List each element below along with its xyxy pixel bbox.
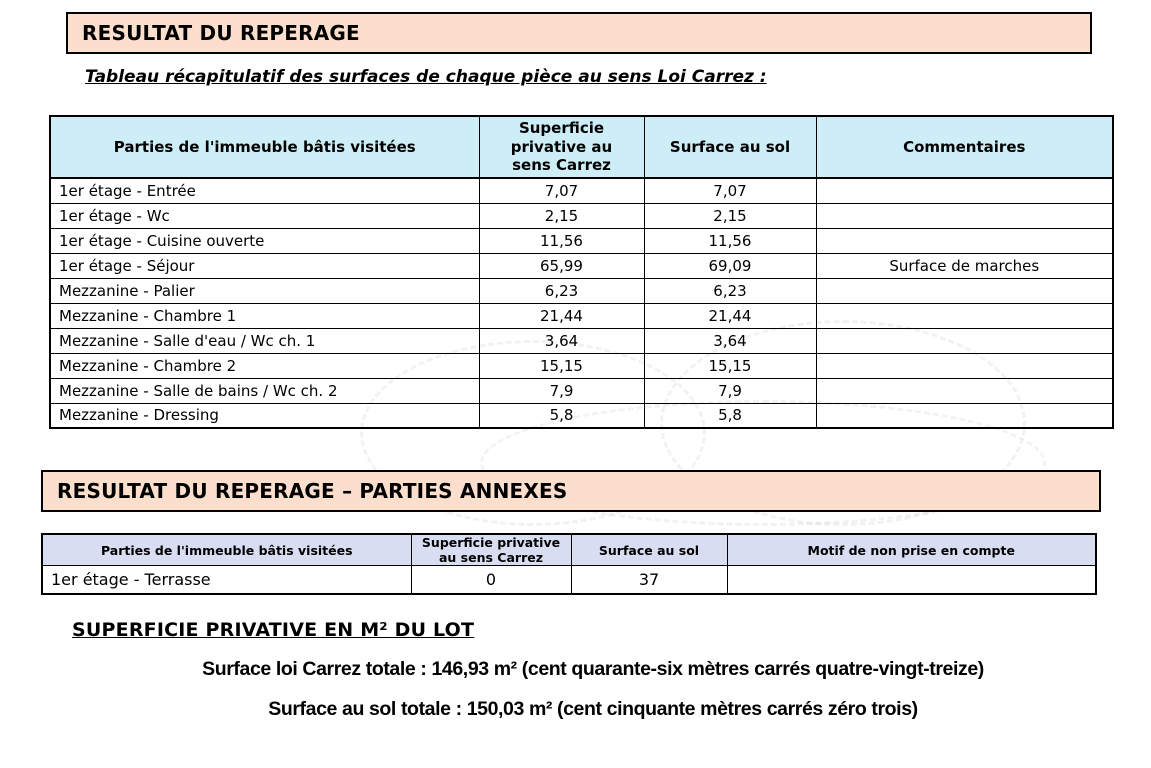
cell: 21,44 bbox=[644, 303, 816, 328]
cell: 11,56 bbox=[479, 228, 644, 253]
section-title: RESULTAT DU REPERAGE bbox=[82, 21, 360, 45]
cell: 1er étage - Cuisine ouverte bbox=[50, 228, 479, 253]
cell bbox=[816, 303, 1113, 328]
section-header-parties-annexes bbox=[41, 470, 1101, 512]
column-header: Commentaires bbox=[816, 116, 1113, 178]
cell bbox=[816, 228, 1113, 253]
cell: 21,44 bbox=[479, 303, 644, 328]
cell: 15,15 bbox=[479, 353, 644, 378]
cell: 11,56 bbox=[644, 228, 816, 253]
column-header: Parties de l'immeuble bâtis visitées bbox=[42, 534, 411, 566]
table-row bbox=[50, 178, 1113, 203]
cell: 65,99 bbox=[479, 253, 644, 278]
cell: 3,64 bbox=[479, 328, 644, 353]
carrez-surfaces-table bbox=[49, 115, 1114, 429]
cell: 6,23 bbox=[644, 278, 816, 303]
section-title: RESULTAT DU REPERAGE – PARTIES ANNEXES bbox=[57, 479, 568, 503]
cell: 1er étage - Wc bbox=[50, 203, 479, 228]
total-carrez-line: Surface loi Carrez totale : 146,93 m² (cent quarante-six mètres carrés quatre-vingt-treize) bbox=[202, 658, 984, 680]
column-header: Superficie privative au sens Carrez bbox=[479, 116, 644, 178]
column-header: Surface au sol bbox=[571, 534, 727, 566]
cell bbox=[816, 328, 1113, 353]
cell bbox=[727, 566, 1096, 594]
cell bbox=[816, 203, 1113, 228]
cell: Mezzanine - Chambre 1 bbox=[50, 303, 479, 328]
cell: Surface de marches bbox=[816, 253, 1113, 278]
cell: 37 bbox=[571, 566, 727, 594]
table-row bbox=[50, 303, 1113, 328]
header-row bbox=[50, 116, 1113, 178]
cell: 2,15 bbox=[479, 203, 644, 228]
table-row bbox=[50, 253, 1113, 278]
cell: 2,15 bbox=[644, 203, 816, 228]
section-header-resultat-reperage bbox=[66, 12, 1092, 54]
cell: 1er étage - Séjour bbox=[50, 253, 479, 278]
table-row bbox=[50, 378, 1113, 403]
cell: 15,15 bbox=[644, 353, 816, 378]
column-header: Surface au sol bbox=[644, 116, 816, 178]
cell: 7,07 bbox=[479, 178, 644, 203]
cell bbox=[816, 178, 1113, 203]
cell: 7,07 bbox=[644, 178, 816, 203]
cell: Mezzanine - Chambre 2 bbox=[50, 353, 479, 378]
table-row bbox=[50, 353, 1113, 378]
cell bbox=[816, 353, 1113, 378]
cell bbox=[816, 278, 1113, 303]
cell: 7,9 bbox=[479, 378, 644, 403]
cell: Mezzanine - Salle de bains / Wc ch. 2 bbox=[50, 378, 479, 403]
cell: 0 bbox=[411, 566, 571, 594]
cell bbox=[816, 378, 1113, 403]
column-header: Parties de l'immeuble bâtis visitées bbox=[50, 116, 479, 178]
table-row bbox=[50, 228, 1113, 253]
cell: 3,64 bbox=[644, 328, 816, 353]
table-row bbox=[50, 403, 1113, 428]
table-row bbox=[50, 203, 1113, 228]
table-row bbox=[50, 278, 1113, 303]
cell: 6,23 bbox=[479, 278, 644, 303]
cell: 5,8 bbox=[644, 403, 816, 428]
column-header: Superficie privative au sens Carrez bbox=[411, 534, 571, 566]
table-row bbox=[42, 566, 1096, 594]
cell: 1er étage - Terrasse bbox=[42, 566, 411, 594]
header-row bbox=[42, 534, 1096, 566]
total-floor-area-line: Surface au sol totale : 150,03 m² (cent cinquante mètres carrés zéro trois) bbox=[268, 698, 918, 720]
cell: 7,9 bbox=[644, 378, 816, 403]
cell: Mezzanine - Dressing bbox=[50, 403, 479, 428]
table-row bbox=[50, 328, 1113, 353]
column-header: Motif de non prise en compte bbox=[727, 534, 1096, 566]
cell: Mezzanine - Salle d'eau / Wc ch. 1 bbox=[50, 328, 479, 353]
cell: 5,8 bbox=[479, 403, 644, 428]
table-subtitle: Tableau récapitulatif des surfaces de chaque pièce au sens Loi Carrez : bbox=[85, 67, 767, 87]
cell: Mezzanine - Palier bbox=[50, 278, 479, 303]
parties-annexes-table bbox=[41, 533, 1097, 595]
cell: 1er étage - Entrée bbox=[50, 178, 479, 203]
cell bbox=[816, 403, 1113, 428]
summary-title: SUPERFICIE PRIVATIVE EN M² DU LOT bbox=[72, 619, 475, 641]
cell: 69,09 bbox=[644, 253, 816, 278]
